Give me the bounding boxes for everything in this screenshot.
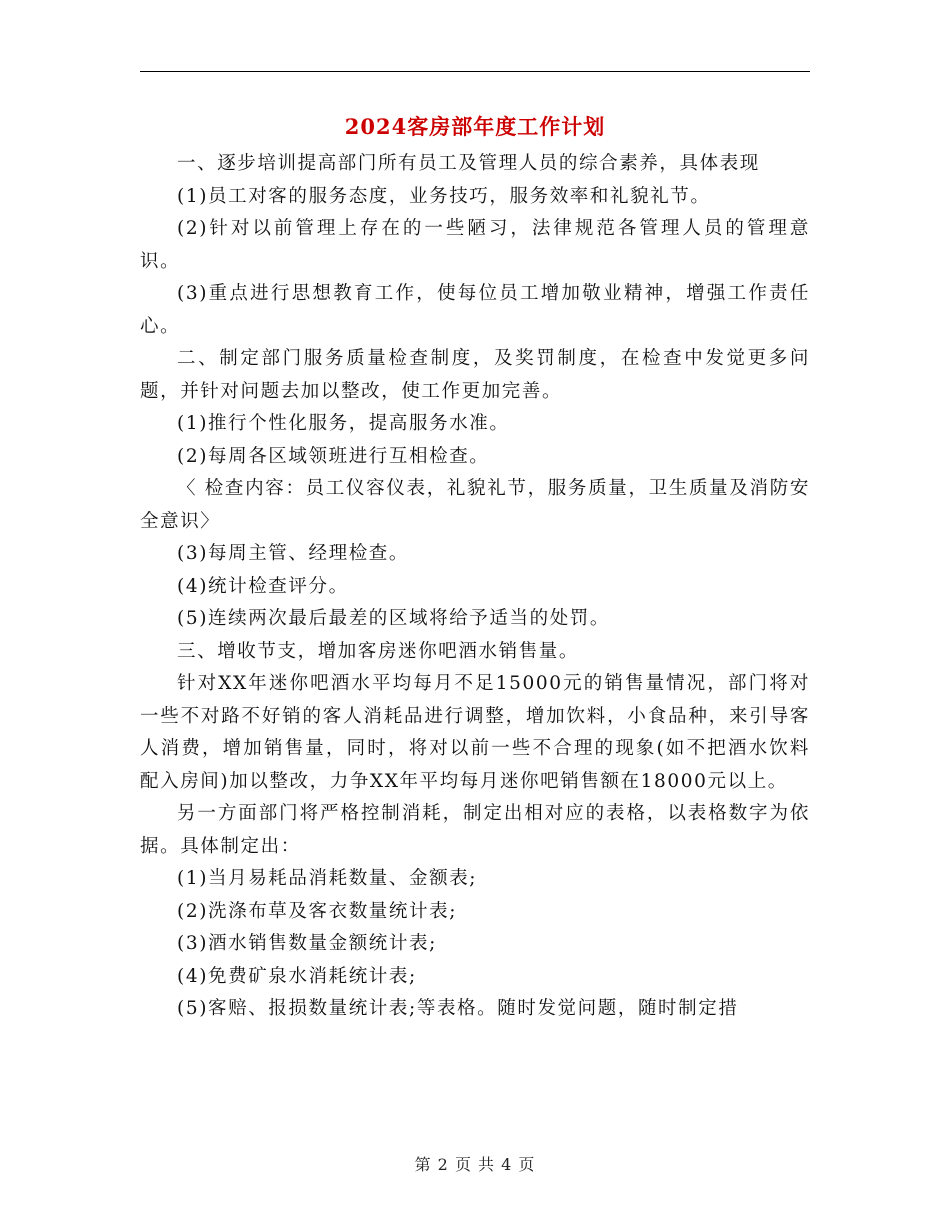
paragraph: (4)统计检查评分。 <box>177 575 349 597</box>
paragraph: (3)酒水销售数量金额统计表; <box>177 933 437 954</box>
paragraph: (3)每周主管、经理检查。 <box>177 543 410 564</box>
document-body <box>140 148 810 1026</box>
document-title: 2024客房部年度工作计划 <box>344 114 606 139</box>
paragraph: (1)当月易耗品消耗数量、金额表; <box>177 868 478 889</box>
paragraph: 一、逐步培训提高部门所有员工及管理人员的综合素养，具体表现 <box>177 153 760 174</box>
paragraph: (2)洗涤布草及客衣数量统计表; <box>177 900 458 922</box>
paragraph: (1)员工对客的服务态度，业务技巧，服务效率和礼貌礼节。 <box>177 185 711 207</box>
paragraph: (2)每周各区域领班进行互相检查。 <box>177 445 490 467</box>
paragraph: (5)连续两次最后最差的区域将给予适当的处罚。 <box>177 608 611 629</box>
paragraph: (4)免费矿泉水消耗统计表; <box>177 965 417 987</box>
paragraph: 〈 检查内容：员工仪容仪表，礼貌礼节，服务质量，卫生质量及消防安全意识〉 <box>140 478 810 532</box>
paragraph: 针对XX年迷你吧酒水平均每月不足15000元的销售量情况，部门将对一些不对路不好销的客人消耗品进行调整，增加饮料，小食品种，来引导客人消费，增加销售量，同时，将对以前一些不合理的现象(如不把酒水饮料配入房间)加以整改，力争XX年平均每月迷你吧销售额在18000元以上。 <box>140 673 810 792</box>
paragraph: (1)推行个性化服务，提高服务水准。 <box>177 413 510 434</box>
paragraph: 另一方面部门将严格控制消耗，制定出相对应的表格，以表格数字为依据。具体制定出： <box>140 803 810 857</box>
paragraph: 三、增收节支，增加客房迷你吧酒水销售量。 <box>177 640 580 662</box>
paragraph: (2)针对以前管理上存在的一些陋习，法律规范各管理人员的管理意识。 <box>140 218 810 272</box>
paragraph: (3)重点进行思想教育工作，使每位员工增加敬业精神，增强工作责任心。 <box>140 283 810 337</box>
page-number-footer: 第 2 页 共 4 页 <box>414 1155 536 1174</box>
header-rule <box>140 71 810 72</box>
paragraph: 二、制定部门服务质量检查制度，及奖罚制度，在检查中发觉更多问题，并针对问题去加以整改，使工作更加完善。 <box>140 348 810 402</box>
paragraph: (5)客赔、报损数量统计表;等表格。随时发觉问题，随时制定措 <box>177 998 739 1019</box>
